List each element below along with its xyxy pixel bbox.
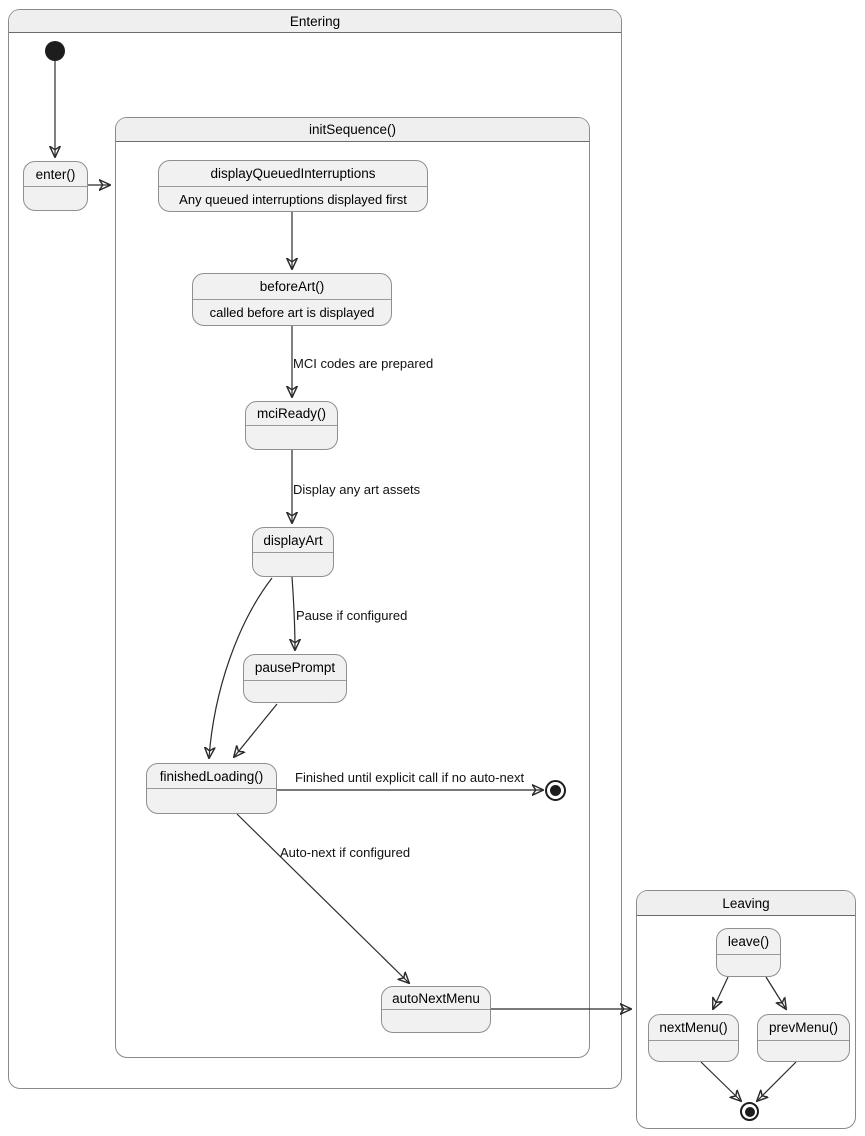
state-title: pausePrompt	[244, 655, 346, 681]
state-title: beforeArt()	[193, 274, 391, 300]
state-body	[382, 1010, 490, 1032]
state-body	[147, 789, 276, 813]
composite-title-init-sequence: initSequence()	[308, 122, 397, 137]
composite-title-leaving: Leaving	[722, 895, 770, 911]
state-next-menu	[648, 1014, 739, 1062]
edge-label-pause-if-configured: Pause if configured	[296, 608, 408, 623]
final-state-dot	[745, 1107, 755, 1117]
state-body	[246, 426, 337, 449]
state-title: autoNextMenu	[382, 987, 490, 1010]
state-enter	[23, 161, 88, 211]
composite-state-leaving	[636, 890, 856, 1129]
state-finished-loading	[146, 763, 277, 814]
state-body	[717, 955, 780, 976]
state-description: Any queued interruptions displayed first	[179, 191, 407, 207]
state-title: nextMenu()	[649, 1015, 738, 1041]
composite-header-init-sequence	[116, 118, 589, 142]
edge-label-display-any-art-assets: Display any art assets	[293, 482, 421, 497]
state-title: leave()	[717, 929, 780, 955]
initial-state-node	[45, 41, 65, 61]
final-state-dot	[550, 785, 561, 796]
state-auto-next-menu	[381, 986, 491, 1033]
composite-header-entering	[9, 10, 621, 33]
edge-label-auto-next-if-configured: Auto-next if configured	[280, 845, 411, 860]
state-pause-prompt	[243, 654, 347, 703]
state-title: enter()	[24, 162, 87, 187]
edge-label-finished-until-explicit: Finished until explicit call if no auto-next	[295, 770, 525, 785]
state-title: mciReady()	[246, 402, 337, 426]
edge-label-mci-codes-prepared: MCI codes are prepared	[293, 356, 434, 371]
state-title: displayArt	[253, 528, 333, 553]
state-before-art	[192, 273, 392, 326]
state-prev-menu	[757, 1014, 850, 1062]
state-display-queued-interruptions	[158, 160, 428, 212]
final-state-node-entering	[545, 780, 566, 801]
state-title: finishedLoading()	[147, 764, 276, 789]
state-body	[24, 187, 87, 210]
state-title: displayQueuedInterruptions	[159, 161, 427, 187]
state-body	[253, 553, 333, 576]
state-body	[244, 681, 346, 702]
state-display-art	[252, 527, 334, 577]
composite-header-leaving	[637, 891, 855, 916]
state-leave	[716, 928, 781, 977]
state-title: prevMenu()	[758, 1015, 849, 1041]
state-body	[649, 1041, 738, 1061]
final-state-node-leaving	[740, 1102, 759, 1121]
composite-state-init-sequence	[115, 117, 590, 1058]
state-body	[758, 1041, 849, 1061]
composite-title-entering: Entering	[289, 13, 341, 29]
state-mci-ready	[245, 401, 338, 450]
state-description: called before art is displayed	[209, 305, 375, 320]
